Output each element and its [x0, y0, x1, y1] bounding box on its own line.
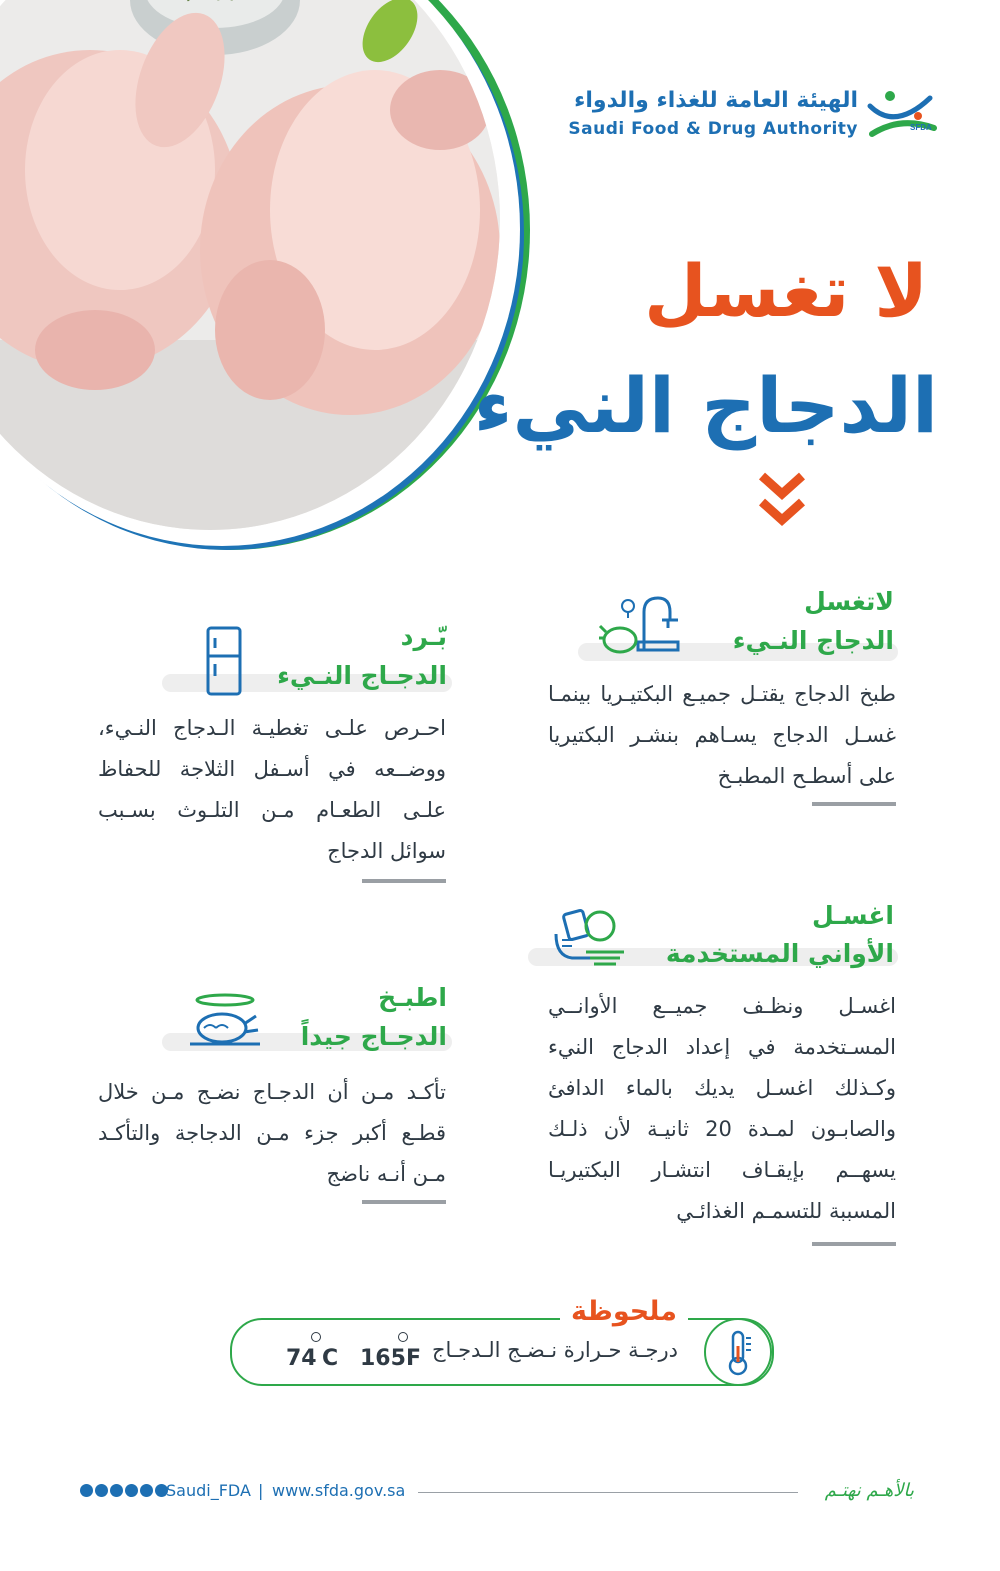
cook-body: تأكـد مـن أن الدجـاج نضـج مـن خلال قطـع أكبر جزء مـن الدجاجة والتأكـد مـن أنـه ناضج: [98, 1080, 446, 1186]
footer-slogan: بالأهـم نهتـم: [824, 1480, 914, 1501]
footer-separator: |: [258, 1481, 264, 1500]
headline-line-2: الدجاج النيء: [473, 361, 938, 450]
cook-title-1: اطبـخ: [378, 983, 447, 1012]
sink-chicken-icon: [598, 590, 682, 658]
snapchat-icon[interactable]: [110, 1484, 123, 1497]
dont-wash-title-1: لاتغسل: [804, 587, 894, 616]
wash-utensils-body: اغسـل ونظـف جميــع الأوانــي المسـتخدمة في إعداد الدجاج النيء وكـذلك اغسـل يديك بالماء الدافئ والصابـون لمـدة 20 ثانيـة لأن ذلـك يسهــم بإيقـاف انتشـار البكتيريـا المسببة للتسمـم الغذائـي: [548, 994, 896, 1223]
section-underline: [812, 1242, 896, 1246]
fahrenheit-unit: F: [406, 1346, 422, 1371]
dish-washing-icon: [550, 906, 626, 968]
section-underline: [362, 1200, 446, 1204]
celsius-unit: C: [322, 1346, 339, 1371]
wash-utensils-title-1: اغسـل: [812, 901, 894, 930]
social-handle[interactable]: Saudi_FDA: [166, 1481, 251, 1500]
fahrenheit-value: 165: [360, 1346, 406, 1371]
section-underline: [362, 879, 446, 883]
footer-divider: [418, 1492, 798, 1493]
dont-wash-title-2: الدجاج النـيء: [732, 626, 894, 655]
refrigerate-title-1: بّـرد: [400, 622, 447, 651]
degree-symbol: [311, 1332, 321, 1342]
celsius-value: 74: [286, 1346, 317, 1371]
note-text: درجـة حـرارة نـضـج الـدجـاج: [431, 1338, 678, 1362]
website-link[interactable]: www.sfda.gov.sa: [272, 1481, 406, 1500]
cook-title-2: الدجـاج جيداً: [300, 1022, 447, 1051]
svg-text:SFDA: SFDA: [910, 123, 932, 132]
thermometer-icon: [704, 1318, 772, 1386]
wash-utensils-title-2: الأواني المستخدمة: [665, 939, 894, 968]
fridge-icon: [206, 626, 242, 698]
instagram-icon[interactable]: [95, 1484, 108, 1497]
dont-wash-body: طبخ الدجاج يقتـل جميـع البكتيـريا بينمـا غسـل الدجاج يسـاهم بنشـر البكتيريا على أسطـح المطبـخ: [548, 682, 896, 788]
youtube-icon[interactable]: [125, 1484, 138, 1497]
logo-english-name: Saudi Food & Drug Authority: [568, 119, 858, 139]
linkedin-icon[interactable]: [140, 1484, 153, 1497]
refrigerate-title-2: الدجـاج النـيء: [277, 661, 447, 690]
degree-symbol: [398, 1332, 408, 1342]
sfda-logo-icon: [860, 86, 940, 146]
roast-chicken-icon: [186, 990, 264, 1050]
headline-line-1: لا تغسل: [644, 249, 928, 333]
logo-arabic-name: الهيئة العامة للغذاء والدواء: [574, 88, 858, 113]
note-label: ملحوظة: [560, 1292, 688, 1332]
chevron-down-icon: [756, 470, 808, 536]
section-underline: [812, 802, 896, 806]
twitter-icon[interactable]: [80, 1484, 93, 1497]
refrigerate-body: احـرص علـى تغطيـة الـدجاج النـيء، ووضــعه في أسـفل الثلاجة للحفاظ علـى الطعـام مـن التلـوث بسـبب سوائل الدجاج: [98, 716, 446, 863]
